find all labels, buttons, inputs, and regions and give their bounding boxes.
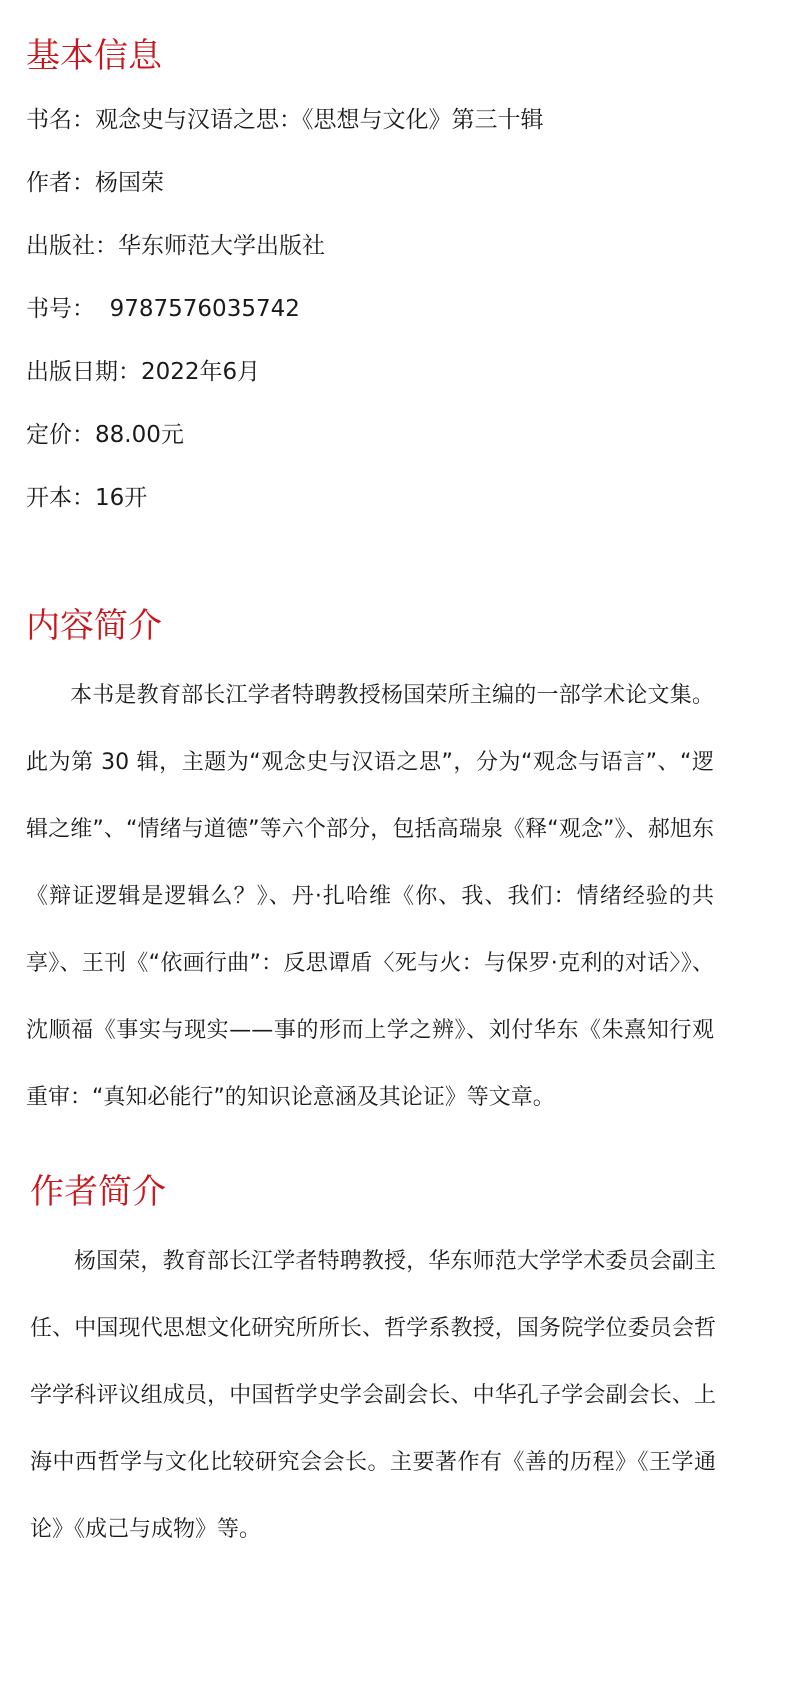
isbn-line: 书号： 9787576035742 bbox=[26, 296, 300, 322]
basic-info-heading: 基本信息 bbox=[26, 36, 162, 76]
summary-heading: 内容简介 bbox=[26, 606, 162, 646]
publish-date-line: 出版日期：2022年6月 bbox=[26, 359, 261, 385]
book-title-line: 书名：观念史与汉语之思：《思想与文化》第三十辑 bbox=[26, 107, 544, 133]
author-line: 作者：杨国荣 bbox=[26, 170, 164, 196]
summary-paragraph: 本书是教育部长江学者特聘教授杨国荣所主编的一部学术论文集。此为第 30 辑，主题为“观念史与汉语之思”，分为“观念与语言”、“逻辑之维”、“情绪与道德”等六个部分，包括高瑞泉《释“观念”》、郝旭东《辩证逻辑是逻辑么？》、丹·扎哈维《你、我、我们：情绪经验的共享》、王刊《“依画行曲”：反思谭盾〈死与火：与保罗·克利的对话〉》、沈顺福《事实与现实——事的形而上学之辨》、刘付华东《朱熹知行观重审：“真知必能行”的知识论意涵及其论证》等文章。 bbox=[26, 683, 714, 1110]
author-bio-heading: 作者简介 bbox=[30, 1172, 166, 1212]
price-line: 定价：88.00元 bbox=[26, 422, 184, 448]
publisher-line: 出版社：华东师范大学出版社 bbox=[26, 233, 325, 259]
author-bio-paragraph: 杨国荣，教育部长江学者特聘教授，华东师范大学学术委员会副主任、中国现代思想文化研究所所长、哲学系教授，国务院学位委员会哲学学科评议组成员，中国哲学史学会副会长、中华孔子学会副会长、上海中西哲学与文化比较研究会会长。主要著作有《善的历程》《王学通论》《成己与成物》等。 bbox=[30, 1249, 716, 1542]
format-line: 开本：16开 bbox=[26, 485, 148, 511]
